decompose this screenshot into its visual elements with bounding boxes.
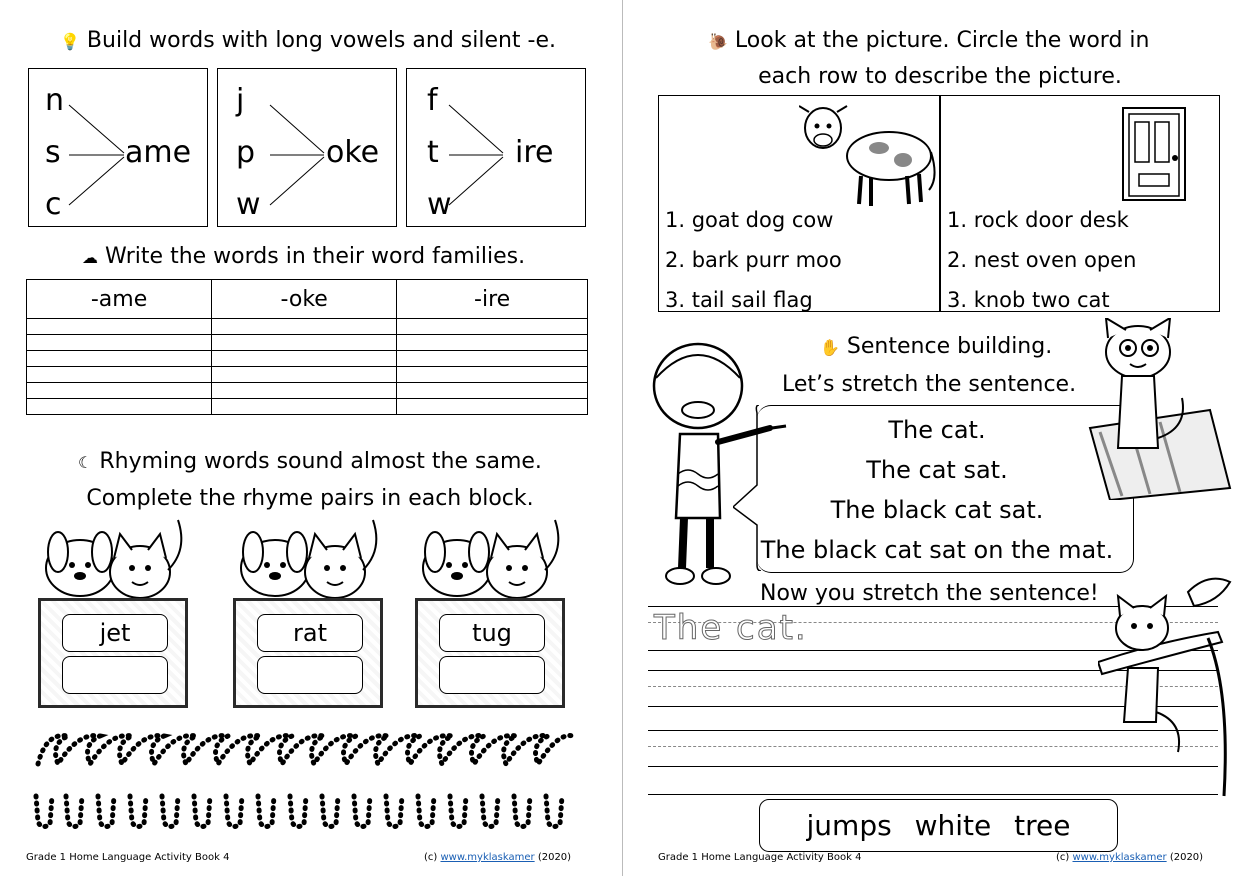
picture-words-table [658,95,1220,312]
column-header: -oke [212,280,397,319]
footer-copyright [424,852,571,863]
rhyme-answer-box[interactable] [439,656,545,694]
rhyming-title-1: Rhyming words sound almost the same. [99,449,542,474]
word-ending: ire [515,135,554,170]
lightbulb-icon: 💡 [60,32,80,51]
word-row[interactable]: 2. nest oven open [947,248,1137,272]
footer-book-title: Grade 1 Home Language Activity Book 4 [658,852,862,863]
letter: t [427,135,439,170]
hand-icon: ✋ [820,338,840,357]
rhyme-word: jet [62,614,168,652]
word-row[interactable]: 1. goat dog cow [665,208,834,232]
footer-book-title: Grade 1 Home Language Activity Book 4 [26,852,230,863]
letter: w [427,187,452,222]
letter: s [45,135,61,170]
sentence-line: The black cat sat. [830,496,1044,524]
picture-heading [708,28,1208,53]
footer-c: (c) [424,852,438,863]
sentence-title-1: Sentence building. [846,334,1053,359]
word-families-table [26,279,588,415]
letter: f [427,83,438,118]
stretch-prompt: Now you stretch the sentence! [760,581,1099,606]
rhyme-answer-box[interactable] [257,656,363,694]
word-builder-block-3 [406,68,586,227]
word-builder-block-1 [28,68,208,227]
word-ending: ame [125,135,192,170]
footer-year: (2020) [537,852,572,863]
cat-on-rug-illustration [1070,318,1240,500]
letter: c [45,187,62,222]
letter: n [45,83,65,118]
dog-and-cat-illustration [28,510,193,605]
word-families-title: Write the words in their word families. [105,244,526,269]
dog-and-cat-illustration [405,510,570,605]
sentence-title-2: Let’s stretch the sentence. [782,372,1077,397]
word-builder-block-2 [217,68,397,227]
rhyme-block-2 [223,510,388,710]
cow-illustration [799,98,939,210]
rhyming-heading [78,449,598,474]
rhyme-block-1 [28,510,193,710]
word-row[interactable]: 3. knob two cat [947,288,1110,312]
footer-year: (2020) [1169,852,1204,863]
letter: j [236,83,245,118]
word-bank: jumps white tree [759,799,1118,852]
letter: w [236,187,261,222]
table-row [27,383,588,399]
sentence-line: The cat. [888,416,986,444]
sentence-ladder [757,410,1117,570]
build-words-title: Build words with long vowels and silent -e. [86,28,557,53]
footer-c: (c) [1056,852,1070,863]
sentence-line: The cat sat. [866,456,1008,484]
table-row [27,319,588,335]
rhyme-word: rat [257,614,363,652]
handwriting-pattern[interactable] [28,724,580,834]
word-row[interactable]: 2. bark purr moo [665,248,842,272]
letter: p [236,135,256,170]
rhyming-title-2: Complete the rhyme pairs in each block. [86,486,534,511]
table-row [27,399,588,415]
rhyme-word: tug [439,614,545,652]
build-words-heading [60,28,580,53]
door-illustration [1119,104,1191,204]
word-ending: oke [326,135,380,170]
snail-icon: 🐌 [708,32,728,51]
dog-and-cat-illustration [223,510,388,605]
picture-title-2: each row to describe the picture. [758,64,1122,89]
picture-title-1: Look at the picture. Circle the word in [734,28,1150,53]
column-divider [939,96,941,311]
footer-link[interactable]: www.myklaskamer [440,852,535,863]
sentence-line: The black cat sat on the mat. [760,536,1114,564]
moon-icon: ☾ [78,453,93,472]
table-row [27,367,588,383]
cloud-icon: ☁ [82,248,98,267]
rhyme-answer-box[interactable] [62,656,168,694]
cow-word-list [665,200,842,320]
column-header: -ire [397,280,588,319]
page-divider [622,0,623,876]
word-families-heading [82,244,582,269]
table-row [27,351,588,367]
trace-sentence: The cat. [654,608,808,648]
footer-copyright [1056,852,1203,863]
rhyme-block-3 [405,510,570,710]
table-row [27,335,588,351]
word-row[interactable]: 3. tail sail flag [665,288,813,312]
cat-on-branch-illustration [1098,572,1238,802]
door-word-list [947,200,1136,320]
word-row[interactable]: 1. rock door desk [947,208,1129,232]
footer-link[interactable]: www.myklaskamer [1072,852,1167,863]
column-header: -ame [27,280,212,319]
